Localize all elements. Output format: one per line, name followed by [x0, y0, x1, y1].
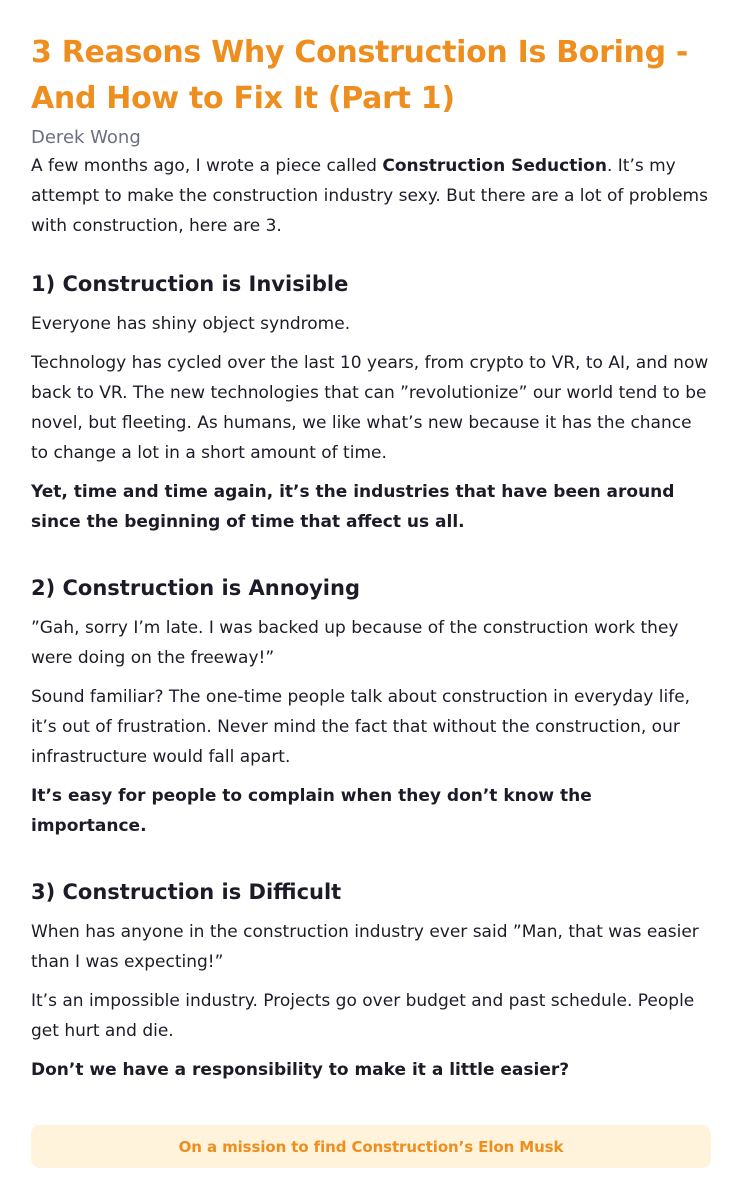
mission-banner-text: On a mission to find Construction’s Elon Musk [178, 1137, 564, 1156]
section-bold-paragraph: It’s easy for people to complain when they don’t know the importance. [31, 786, 592, 836]
intro-text-before: A few months ago, I wrote a piece called [31, 156, 383, 176]
section-difficult [31, 877, 711, 1085]
section-paragraph: ”Gah, sorry I’m late. I was backed up because of the construction work they were doing on the freeway!” [31, 618, 679, 668]
section-invisible [31, 269, 711, 537]
section-paragraph: Technology has cycled over the last 10 years, from crypto to VR, to AI, and now back to VR. The new technologies that can ”revolutionize” our world tend to be novel, but fleeting. As humans, we like what’s new because it has the chance to change a lot in a short amount of time. [31, 353, 709, 463]
section-paragraph: Everyone has shiny object syndrome. [31, 314, 351, 334]
mission-banner [31, 1125, 711, 1168]
section-paragraph: Sound familiar? The one-time people talk about construction in everyday life, it’s out of frustration. Never mind the fact that without the construction, our infrastructure would fall apart. [31, 687, 691, 767]
article-title: 3 Reasons Why Construction Is Boring - And How to Fix It (Part 1) [31, 35, 689, 116]
intro-bold-link-text: Construction Seduction [382, 156, 607, 176]
section-paragraph: When has anyone in the construction industry ever said ”Man, that was easier than I was expecting!” [31, 922, 699, 972]
section-bold-paragraph: Don’t we have a responsibility to make it a little easier? [31, 1060, 570, 1080]
section-heading: 2) Construction is Annoying [31, 576, 360, 600]
section-heading: 1) Construction is Invisible [31, 272, 349, 296]
section-paragraph: It’s an impossible industry. Projects go over budget and past schedule. People get hurt and die. [31, 991, 695, 1041]
article-author: Derek Wong [31, 127, 141, 148]
intro-paragraph [31, 151, 711, 241]
intro-text-after: . It’s my attempt to make the construction industry sexy. But there are a lot of problems with construction, here are 3. [31, 156, 708, 236]
section-annoying [31, 573, 711, 841]
section-heading: 3) Construction is Difficult [31, 880, 342, 904]
section-bold-paragraph: Yet, time and time again, it’s the industries that have been around since the beginning of time that affect us all. [31, 482, 675, 532]
